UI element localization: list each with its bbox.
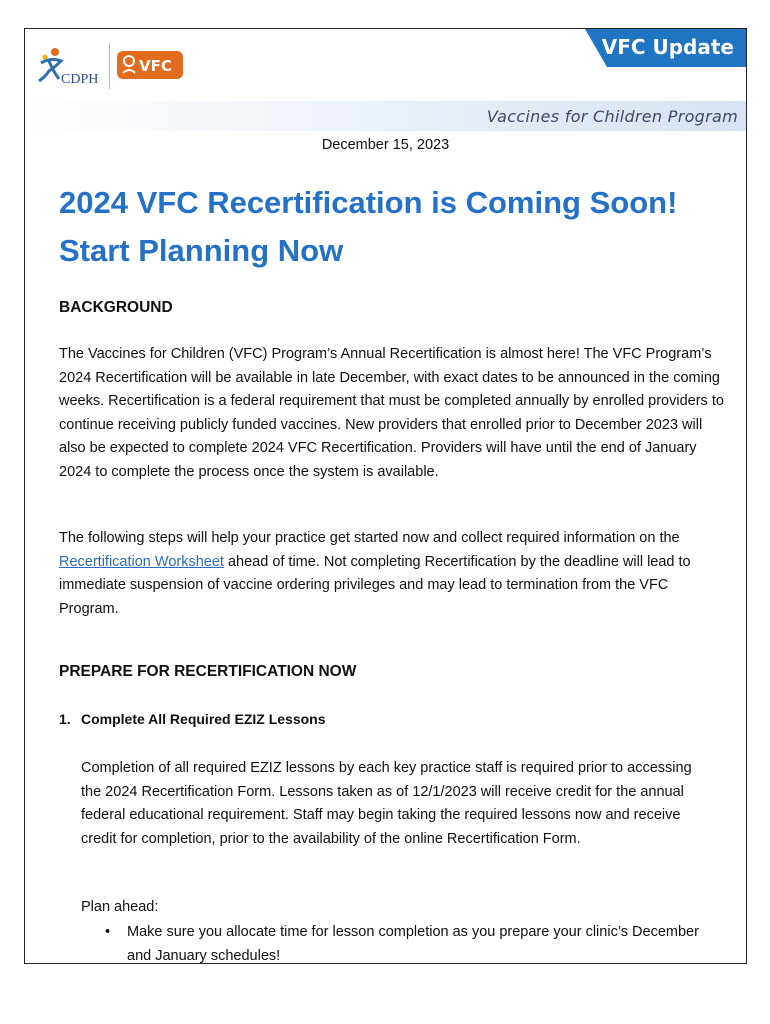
bullet-icon: • [105,924,111,940]
vfc-logo [117,51,183,79]
step-1-paragraph: Completion of all required EZIZ lessons by each key practice staff is required prior to accessing the 2024 Recertification Form. Lessons taken as of 12/1/2023 will receive credit for the annual federal educational requirement. Staff may begin taking the required lessons now and receive credit for completion, prior to the availability of the online Recertification Form. [81,760,692,847]
banner-title: VFC Update [601,35,734,59]
paragraph-2-text-end: ahead of time. Not completing Recertification by the deadline will lead to immediate suspension of vaccine ordering privileges and may lead to termination from the VFC Program. [59,553,691,617]
banner-header [585,29,746,67]
logo-divider [109,43,110,89]
recertification-worksheet-link[interactable]: Recertification Worksheet [59,553,224,570]
cdph-logo-text: CDPH [61,72,99,87]
background-paragraph-1: The Vaccines for Children (VFC) Program’s Annual Recertification is almost here! The VFC Program’s 2024 Recertification will be available in late December, with exact dates to be announced in the coming weeks. Recertification is a federal requirement that must be completed annually by enrolled providers to continue receiving publicly funded vaccines. New providers that enrolled prior to December 2023 will also be expected to complete 2024 VFC Recertification. Providers will have until the end of January 2024 to complete the process once the system is available. [59,346,724,480]
background-paragraph-2 [59,527,727,621]
headline-line-1: 2024 VFC Recertification is Coming Soon! [59,185,678,220]
background-heading: BACKGROUND [59,299,173,316]
plan-ahead-label: Plan ahead: [81,899,159,915]
document-page [24,28,747,964]
paragraph-2-text-start: The following steps will help your practice get started now and collect required information on the [59,530,680,546]
page-headline [59,179,729,275]
headline-line-2: Start Planning Now [59,233,344,268]
step-1-number: 1. [59,711,71,727]
bullet-text: Make sure you allocate time for lesson completion as you prepare your clinic’s December and January schedules! [127,924,699,964]
step-1-heading [59,711,326,727]
prepare-heading: PREPARE FOR RECERTIFICATION NOW [59,663,357,680]
issue-date: December 15, 2023 [321,137,450,153]
step-1-title: Complete All Required EZIZ Lessons [81,711,326,727]
list-item [105,921,705,964]
cdph-logo [35,43,107,89]
banner-subtitle: Vaccines for Children Program [486,107,738,126]
vfc-logo-text: VFC [139,57,172,75]
